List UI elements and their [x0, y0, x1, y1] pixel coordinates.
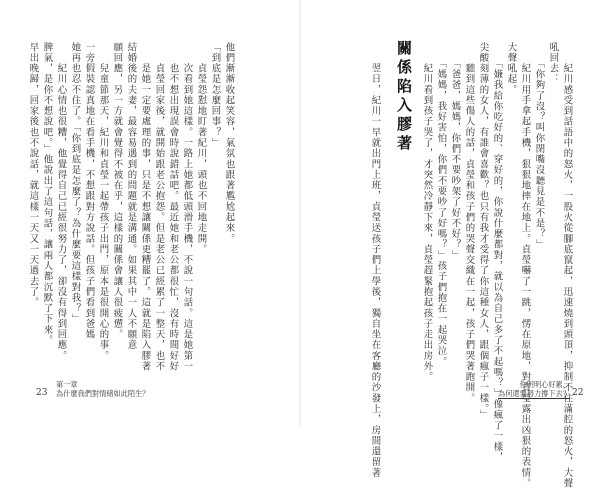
text-column: 紀川看到孩子哭了，才突然冷靜下來，貞瑩趕緊抱起孩子走出房外。 — [421, 42, 433, 383]
text-column: 翌日，紀川一早就出門上班，貞瑩送孩子們上學後，獨自坐在客廳的沙發上，房間還留著 — [369, 42, 381, 479]
section-heading: 關係陷入膠著 — [395, 40, 413, 154]
footer-chapter: 第一章 — [56, 380, 78, 389]
text-column: 「媽媽，我好害怕，你們不要吵了好嗎？」孩子們抱在一起哭泣。 — [435, 42, 447, 368]
left-page — [0, 0, 300, 426]
text-column: 貞瑩回家後，就開始跟老公抱怨。但是老公已經累了一整天，也不 — [153, 42, 165, 372]
text-column: 「爸爸，媽媽，你們不要吵架了好不好？」 — [449, 42, 461, 261]
text-column: 尖酸刻薄的女人，有誰會喜歡？也只有我才受得了你這種女人，跟個瘋子一樣。」 — [477, 42, 489, 421]
page-number: 22 — [572, 388, 584, 398]
text-column: 大聲吼起。 — [505, 42, 517, 96]
text-column: 「嫌我給你吃好的、穿好的，你說什麼都對，就以為自己多了不起嗎？」像瘋了一樣， — [491, 42, 503, 463]
text-column: 是她一定要處理的事，只是不想讓關係更糟罷了。這就是陷入膠著 — [139, 42, 151, 372]
page-number: 23 — [36, 388, 48, 398]
text-column: 紀川心情也很糟，他覺得自己已經很努力了，卻沒有得到回應。 — [55, 42, 67, 362]
text-column: 次看到她這樣。一路上她都低頭滑手機，不說一句話。這是她第一 — [181, 42, 193, 372]
right-page — [300, 0, 600, 489]
text-column: 早出晚歸，回家後也不說話，就這樣一天又一天過去了。 — [27, 42, 39, 308]
text-column: 他們漸漸收起笑容，氣氛也跟著尷尬起來。 — [223, 42, 235, 245]
text-column: 吼回去： — [547, 42, 559, 85]
text-column: 「到底是怎麼回事？」 — [209, 42, 221, 149]
text-column: 她再也忍不住了。「你到底是怎麼了？為什麼要這樣對我？」 — [69, 42, 81, 325]
running-footer — [498, 380, 570, 399]
text-column: 聽到這些傷人的話，貞瑩和孩子們的哭聲交織在一起，孩子們哭著跑開。 — [463, 42, 475, 404]
text-column: 貞瑩怨懟地盯著紀川，頭也不回地走開。 — [195, 42, 207, 255]
text-column: 紀川感受到話語中的怒火，一股火從腳底竄起，迅速燒到頭頂，抑制不住滿腔的怒火，大聲 — [561, 42, 573, 489]
running-footer — [56, 380, 149, 398]
text-column: 也不想出現誤會時說錯話吧。最近她和老公都很忙，沒有時間好好 — [167, 42, 179, 372]
footer-title: 為什麼我們對情緒如此陌生？ — [56, 389, 150, 398]
footer-line: 你明明心好累， — [519, 380, 570, 389]
footer-line: 為何還要努力撐下去？ — [498, 389, 570, 398]
text-column: 兒童節那天，紀川和貞瑩一起帶孩子出門，原本是很開心的事。 — [97, 42, 109, 362]
text-column: 一旁假裝認真地在看手機，不想跟對方說話。但孩子們看到爸媽 — [83, 42, 95, 340]
text-column: 脾氣，是你不想說吧。」他說出了這句話，讓兩人都沉默了下來。 — [41, 42, 53, 346]
text-column: 願回應，另一方就會覺得不被在乎，這樣的關係會讓人很疲憊。 — [111, 42, 123, 340]
text-column: 結婚後的夫妻，最容易遇到的問題就是溝通。如果其中一人不願意 — [125, 42, 137, 351]
text-column: 「你夠了沒？叫你閉嘴沒聽見是不是？」 — [533, 42, 545, 251]
text-column: 紀川用手拿起手機，狠狠地摔在地上。貞瑩嚇了一跳，愣在原地，對貞瑩露出凶狠的表情。 — [519, 42, 531, 489]
